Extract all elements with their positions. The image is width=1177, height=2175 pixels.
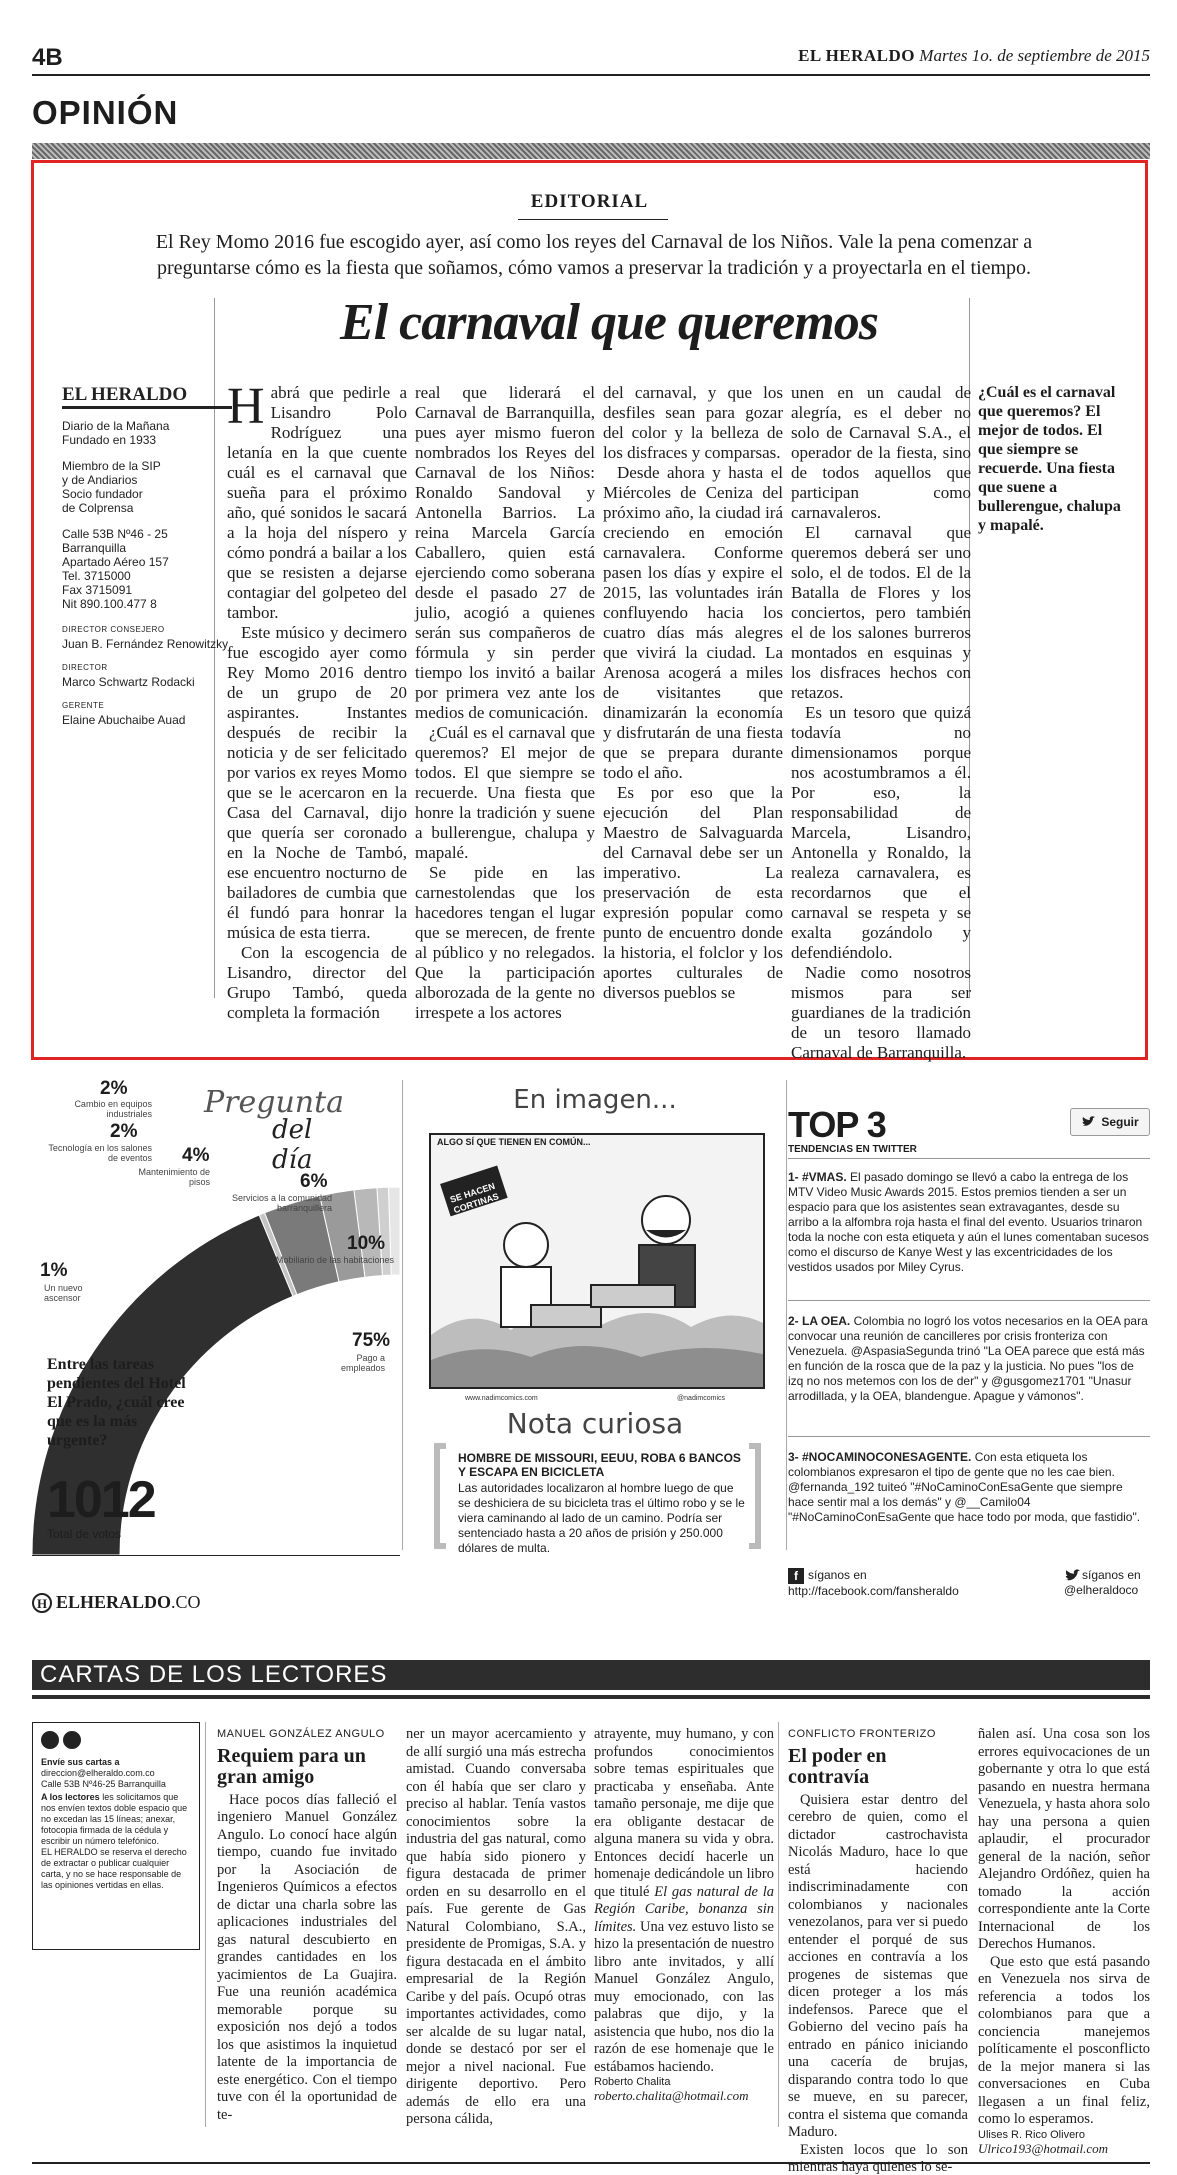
mail-icon <box>41 1731 59 1749</box>
poll-bottom-rule <box>32 1555 400 1556</box>
envio-text: EL HERALDO se reserva el derecho de extractar o publicar cualquier carta, y no se hace responsable de las opiniones vertidas en ellas. <box>41 1847 187 1890</box>
imagen-panel <box>405 1085 785 1555</box>
twitter-handle: @elheraldoco <box>1064 1583 1139 1597</box>
letter-signature <box>978 2129 1150 2157</box>
poll-label: Cambio en equipos industriales <box>74 1099 152 1119</box>
editorial-paragraph: Nadie como nosotros mismos para ser guardianes de la tradición de un tesoro llamado Carnaval de Barranquilla. <box>791 963 971 1062</box>
facebook-icon: f <box>788 1568 804 1584</box>
follow-label: Seguir <box>1101 1115 1139 1129</box>
staff-name: Elaine Abuchaibe Auad <box>62 713 186 727</box>
masthead-name: EL HERALDO <box>62 388 232 409</box>
masthead-line: Apartado Aéreo 157 <box>62 555 169 569</box>
paragraph-text: abrá que pedirle a Lisandro Polo Rodríguez una letanía en la que cuente cuál es el carnaval que sueña para el próximo año, qué sonidos le sacará a la hoja del níspero y cómo pondrá a bailar a los que se resisten a dejarse contagiar del golpeteo del tambor. <box>227 383 407 622</box>
editorial-lead: El Rey Momo 2016 fue escogido ayer, así como los reyes del Carnaval de los Niños. Vale la pena comenzar a preguntarse cómo es la fiesta que soñamos, cómo vamos a preservar la tradición y a proyectarla en el tiempo. <box>155 231 1033 279</box>
letter2-column-1 <box>788 1726 968 2175</box>
cartoon <box>429 1133 765 1389</box>
masthead-line: de Colprensa <box>62 501 134 515</box>
editorial-box <box>31 160 1148 1060</box>
column-rule <box>778 1722 779 2127</box>
kicker-rule <box>518 219 668 220</box>
page-number: 4B <box>32 44 63 71</box>
top3-title: TOP 3 <box>788 1104 886 1145</box>
nota-box <box>430 1443 765 1553</box>
issue-date: Martes 1o. de septiembre de 2015 <box>919 46 1150 65</box>
letter-paragraph: Existen locos que lo son mientras haya quienes lo se- <box>788 2141 968 2175</box>
twitter-icon <box>1064 1569 1080 1583</box>
paper-name: EL HERALDO <box>798 46 916 65</box>
section-rule <box>402 1080 403 1550</box>
poll-label: Mantenimiento de pisos <box>138 1167 210 1187</box>
staff-name: Marco Schwartz Rodacki <box>62 675 195 689</box>
masthead-line: Tel. 3715000 <box>62 569 131 583</box>
letter-signature <box>594 2076 774 2104</box>
facebook-link[interactable] <box>788 1568 959 1599</box>
cartoon-caption: ALGO SÍ QUE TIENEN EN COMÚN... <box>437 1137 591 1147</box>
masthead-memberships <box>62 459 232 515</box>
trend-item <box>788 1314 1150 1404</box>
staff-name: Juan B. Fernández Renowitzky <box>62 637 229 651</box>
masthead-line: Diario de la Mañana <box>62 419 170 433</box>
hatch-divider <box>32 143 1150 159</box>
letter-title: Requiem para un gran amigo <box>217 1744 366 1788</box>
poll-percent: 4% <box>182 1145 210 1166</box>
editorial-headline: El carnaval que queremos <box>340 294 878 351</box>
poll-label: Mobiliario de las habitaciones <box>275 1255 394 1265</box>
editorial-column-1 <box>227 378 407 1023</box>
letter1-column-3 <box>594 1726 774 2104</box>
section-title: OPINIÓN <box>32 94 179 131</box>
column-rule <box>205 1722 206 2127</box>
envio-text: les solicitamos que nos envíen textos doble espacio que no excedan las 15 líneas; anexar, fotocopia firmada de la cédula y escribir un número telefónico. <box>41 1792 188 1846</box>
letter-paragraph: Que esto que está pasando en Venezuela nos sirva de referencia a todos los colombianos para que a conciencia manejemos políticamente el posconflicto de la mejor manera si las conversaciones en Cuba llegasen a un final feliz, como lo esperamos. <box>978 1953 1150 2127</box>
top3-subtitle: TENDENCIAS EN TWITTER <box>788 1144 917 1155</box>
trend-text: Con esta etiqueta los colombianos expresaron el tipo de gente que no les cae bien. @fernanda_192 tuiteó "#NoCaminoConEsaGente que siempre hace sentir mal a los demás" y @__Camilo04 "#NoCaminoConEsaGente que hace todo por moda, que fastidio". <box>788 1450 1141 1524</box>
envio-address: Calle 53B Nº46-25 Barranquilla <box>41 1779 166 1789</box>
signer-email[interactable]: Ulrico193@hotmail.com <box>978 2140 1109 2156</box>
editorial-paragraph: unen en un caudal de alegría, es el deber no solo de Carnaval S.A., el operador de la fiesta, sino de todos aquellos que participan como carnavaleros. <box>791 383 971 522</box>
editorial-paragraph: Es por eso que la ejecución del Plan Maestro de Salvaguarda del Carnaval debe ser un imperativo. La preservación de esta expresión popular como punto de encuentro donde la historia, el folclor y los aportes culturales de diversos pueblos se <box>603 783 783 1002</box>
twitter-label: síganos en <box>1082 1568 1141 1582</box>
elheraldo-logo[interactable] <box>32 1592 201 1613</box>
poll-title-sub: del día <box>272 1115 313 1175</box>
logo-suffix: .CO <box>171 1592 201 1612</box>
trend-tag: 3- #NOCAMINOCONESAGENTE. <box>788 1450 972 1464</box>
letter-paragraph: ner un mayor acercamiento y de allí surgió una más estrecha amistad. Cuando conversaba con él había que ser claro y preciso al hablar. Tenía vastos conocimientos sobre la industria del gas natural, como que había sido pionero y figura destacada de primer orden en su desarrollo en el país. Fue gerente de Gas Natural Colombiano, S.A., presidente de Promigas, S.A. y figura destacada en el ámbito empresarial de la Región Caribe y del país. Ocupó otras importantes actividades, como ser alcalde de su lugar natal, donde se destacó por ser el mejor a nivel nacional. Fue dirigente deportivo. Pero además de ello era una persona cálida, <box>406 1726 586 2127</box>
masthead-box <box>62 384 232 727</box>
section-rule <box>786 1080 787 1550</box>
masthead-line: Calle 53B Nº46 - 25 <box>62 527 168 541</box>
letter-paragraph: ñalen así. Una cosa son los errores equivocaciones de un gobernante y otra lo que está pasando en nuestra hermana Venezuela, y hasta ahora solo hay una persona a quien aplaudir, el procurador general de la nación, señor Alejandro Ordóñez, quien ha tomado la acción correspondiente ante la Corte Internacional de los Derechos Humanos. <box>978 1726 1150 1952</box>
letter1-column-1 <box>217 1726 397 2124</box>
top3-rule <box>788 1158 1150 1159</box>
editorial-paragraph: El carnaval que queremos deberá ser uno solo, el de todos. El de la Batalla de Flores y los conciertos, pero también el de los salones burreros montados en esquinas y los disfraces hechos con retazos. <box>791 523 971 702</box>
staff-role: DIRECTOR CONSEJERO <box>62 625 165 634</box>
editorial-column-2 <box>415 383 595 1023</box>
masthead-line: Fundado en 1933 <box>62 433 157 447</box>
editorial-paragraph: Se pide en las carnestolendas que los hacedores tengan el lugar que se merecen, de frente al público y no relegados. Que la participación alborozada de la gente no irrespete a los actores <box>415 863 595 1022</box>
editorial-kicker: EDITORIAL <box>530 191 649 212</box>
poll-percent: 2% <box>100 1078 128 1099</box>
logo-text: ELHERALDO <box>56 1592 172 1612</box>
masthead-line: Fax 3715091 <box>62 583 133 597</box>
bracket-right <box>749 1443 761 1549</box>
poll-panel <box>32 1075 400 1555</box>
letter-paragraph <box>594 1726 774 2076</box>
pull-quote: ¿Cuál es el carnaval que queremos? El mejor de todos. El que siempre se recuerde. Una fiesta que suene a bullerengue, chalupa y mapalé. <box>978 384 1121 534</box>
cartas-rule <box>32 1695 1150 1699</box>
trend-tag: 2- LA OEA. <box>788 1314 851 1328</box>
poll-label: Un nuevo ascensor <box>44 1283 83 1303</box>
poll-percent: 2% <box>110 1121 138 1142</box>
trend-item <box>788 1170 1150 1275</box>
editorial-paragraph <box>227 378 407 623</box>
top3-rule <box>788 1300 1150 1301</box>
cartas-bar: CARTAS DE LOS LECTORES <box>32 1660 1150 1690</box>
twitter-link[interactable] <box>1064 1568 1141 1598</box>
poll-label: Tecnología en los salones de eventos <box>48 1143 152 1163</box>
letter-kicker: CONFLICTO FRONTERIZO <box>788 1728 936 1740</box>
poll-title-main: Pregunta <box>204 1085 345 1120</box>
envio-title: Envíe sus cartas a <box>41 1757 120 1767</box>
signer-name: Roberto Chalita <box>594 2076 671 2088</box>
imagen-title: En imagen... <box>513 1085 677 1115</box>
envio-box <box>32 1722 200 1950</box>
poll-percent: 75% <box>352 1330 391 1351</box>
cartoon-credit <box>465 1395 725 1402</box>
masthead-line: y de Andiarios <box>62 473 138 487</box>
poll-total-votes: 1012 <box>47 1471 155 1529</box>
masthead-line: Barranquilla <box>62 541 127 555</box>
follow-button[interactable] <box>1070 1108 1150 1136</box>
letter-paragraph: Hace pocos días falleció el ingeniero Manuel González Angulo. Lo conocí hace algún tiempo, cuando fue invitado por la Asociación de Ingenieros Químicos a efectos de dictar una charla sobre las aplicaciones industriales del gas natural descubierto en grandes cantidades en los yacimientos de La Guajira. Fue una reunión académica memorable porque su exposición nos dejó a todos los que asistimos la inquietud latente de la importancia de este energético. Con el tiempo tuve con él la oportunidad de te- <box>217 1791 397 2123</box>
editorial-column-3 <box>603 383 783 1003</box>
poll-percent: 1% <box>40 1260 68 1281</box>
letter-paragraph: Quisiera estar dentro del cerebro de quien, como el dictador castrochavista Nicolás Maduro, hace lo que está haciendo indiscriminadamente con colombianos y nacionales venezolanos, para ver si puedo entender el porqué de sus acciones en contravía a los progenes de sistemas que dicen proteger a los más indefensos. Parece que el Gobierno del vecino país ha entrado en pánico iniciando una cacería de brujas, disparando contra todo lo que se mueve, en su parecer, contra el sistema que comanda Maduro. <box>788 1791 968 2140</box>
drop-cap: H <box>227 378 265 435</box>
staff-role: GERENTE <box>62 701 105 710</box>
page-bottom-rule <box>32 2162 1150 2164</box>
cartoon-drawing <box>431 1135 765 1389</box>
pen-icon <box>63 1731 81 1749</box>
letter2-column-2 <box>978 1726 1150 2157</box>
bracket-left <box>434 1443 446 1549</box>
masthead-address <box>62 527 232 611</box>
signer-name: Ulises R. Rico Olivero <box>978 2128 1085 2141</box>
letter1-column-2 <box>406 1726 586 2129</box>
editorial-paragraph: Este músico y decimero fue escogido ayer como Rey Momo 2016 dentro de un grupo de 20 aspirantes. Instantes después de recibir la noticia y de ser felicitado por varios ex reyes Momo que se le acercaron en la Casa del Carnaval, dijo que quería ser coronado en la Noche de Tambó, ese encuentro nocturno de bailadores de cumbia que él fundó para honrar la música de esta tierra. <box>227 623 407 942</box>
signer-email[interactable]: roberto.chalita@hotmail.com <box>594 2088 749 2103</box>
editorial-paragraph: Es un tesoro que quizá todavía no dimensionamos porque nos acostumbramos a él. Por eso, la responsabilidad de Marcela, Lisandro, Antonella y Ronaldo, la realeza carnavalera, es recordarnos que el carnaval se respeta y se exalta gozándolo y defendiéndolo. <box>791 703 971 962</box>
poll-question: Entre las tareas pendientes del Hotel El Prado, ¿cuál cree que es la más urgente? <box>47 1356 186 1449</box>
twitter-bird-icon <box>1081 1116 1095 1128</box>
trend-text: El pasado domingo se llevó a cabo la entrega de los MTV Video Music Awards 2015. Estos premios tienden a ser un espacio para que los asistentes sean extravagantes, desde su arribo a la alfombra roja hasta el final del evento. Usuarios trinaron toda la noche con esta etiqueta y aún el lunes comentaban sucesos como el discurso de Kanye West y las excentricidades de los vestidos usados por Miley Cyrus. <box>788 1170 1149 1274</box>
header-rule <box>32 74 1150 76</box>
envio-icons <box>41 1731 191 1749</box>
trend-text: Colombia no logró los votos necesarios en la OEA para convocar una reunión de cancilleres por crisis fronteriza con Venezuela. @AspasiaSegunda trinó "La OEA parece que está más en función de la rosca que de la paz y la justicia. No pues "los de izq no nos metemos con los de der" y @gusgomez1701 "Unasur arrodillada, y la OEA, blandengue. Apague y vámonos". <box>788 1314 1148 1403</box>
poll-label: Pago a empleados <box>340 1353 385 1373</box>
letter-text: atrayente, muy humano, y con profundos conocimientos sobre temas espirituales que practicaba y enseñaba. Ante tamaño personaje, me dije que era obligante destacar de alguna manera su vida y obra. Entonces decidí hacerle un homenaje dedicándole un libro que titulé <box>594 1726 774 1900</box>
masthead-line: Miembro de la SIP <box>62 459 161 473</box>
staff-role: DIRECTOR <box>62 663 108 672</box>
editorial-column-4 <box>791 383 971 1063</box>
masthead-founding <box>62 419 232 447</box>
editorial-paragraph: del carnaval, y que los desfiles sean para gozar del color y la belleza de los disfraces y comparsas. <box>603 383 783 462</box>
top3-rule <box>788 1436 1150 1437</box>
nota-headline: HOMBRE DE MISSOURI, EEUU, ROBA 6 BANCOS Y ESCAPA EN BICICLETA <box>458 1451 741 1479</box>
letter-kicker: MANUEL GONZÁLEZ ANGULO <box>217 1728 385 1740</box>
cartoon-sign: SE HACEN CORTINAS <box>448 1180 501 1216</box>
envio-bold: A los lectores <box>41 1792 100 1802</box>
letter-text: Una vez estuvo listo se hizo la presentación de nuestro libro ante invitados, y allí Manuel González Angulo, muy emocionado, con las palabras que dijo, y la asistencia que hubo, nos dio la razón de ese homenaje que le estábamos haciendo. <box>594 1918 774 2075</box>
top3-panel <box>788 1100 1150 1598</box>
page-header <box>32 40 1150 70</box>
facebook-url: http://facebook.com/fansheraldo <box>788 1584 959 1598</box>
poll-percent: 10% <box>347 1233 386 1254</box>
credit-web: www.nadimcomics.com <box>465 1395 538 1402</box>
masthead-line: Socio fundador <box>62 487 143 501</box>
editorial-paragraph: real que liderará el Carnaval de Barranquilla, pues ayer mismo fueron nombrados los Reyes del Carnaval de los Niños: Ronaldo Sandoval y Antonella Barrios. La reina Marcela García Caballero, quien está ejerciendo como soberana desde el pasado 27 de julio, acogió a quienes serán sus compañeros de fórmula y sin perder tiempo los invitó a bailar por primera vez ante los medios de comunicación. <box>415 383 595 722</box>
poll-percent: 6% <box>300 1171 328 1192</box>
facebook-label: síganos en <box>808 1568 867 1583</box>
letter-title: El poder en contravía <box>788 1744 887 1788</box>
poll-label: Servicios a la comunidad barranquillera <box>231 1193 332 1213</box>
paper-dateline <box>798 46 1150 66</box>
nota-body: Las autoridades localizaron al hombre luego de que se deshiciera de su bicicleta tras el último robo y se le viera caminando al lado de un camino. Podría ser sentenciado hasta a 20 años de prisión y 250.000 dólares de multa. <box>458 1481 745 1555</box>
editorial-paragraph: Desde ahora y hasta el Miércoles de Ceniza del próximo año, la ciudad irá creciendo en emoción carnavalera. Conforme pasen los días y expire el 2015, las voluntades irán confluyendo hacia los cuatro días más alegres que vivirá la ciudad. La Arenosa acogerá a miles de visitantes que dinamizarán la economía y disfrutarán de una fiesta que se prepara durante todo el año. <box>603 463 783 782</box>
trend-tag: 1- #VMAS. <box>788 1170 847 1184</box>
nota-title: Nota curiosa <box>506 1407 684 1440</box>
poll-total-label: Total de votos <box>47 1527 122 1541</box>
book-title: El gas natural de la Región Caribe, bonanza sin límites. <box>594 1883 774 1935</box>
editorial-paragraph: Con la escogencia de Lisandro, director del Grupo Tambó, queda completa la formación <box>227 943 407 1022</box>
credit-social: @nadimcomics <box>677 1395 725 1402</box>
masthead-line: Nit 890.100.477 8 <box>62 597 157 611</box>
trend-item <box>788 1450 1150 1525</box>
editorial-paragraph: ¿Cuál es el carnaval que queremos? El mejor de todos. El que siempre se recuerde. Una fiesta que honre la tradición y suene a bullerengue, chalupa y mapalé. <box>415 723 595 862</box>
envio-email[interactable]: direccion@elheraldo.com.co <box>41 1768 155 1778</box>
h-logo-icon: H <box>32 1593 52 1613</box>
